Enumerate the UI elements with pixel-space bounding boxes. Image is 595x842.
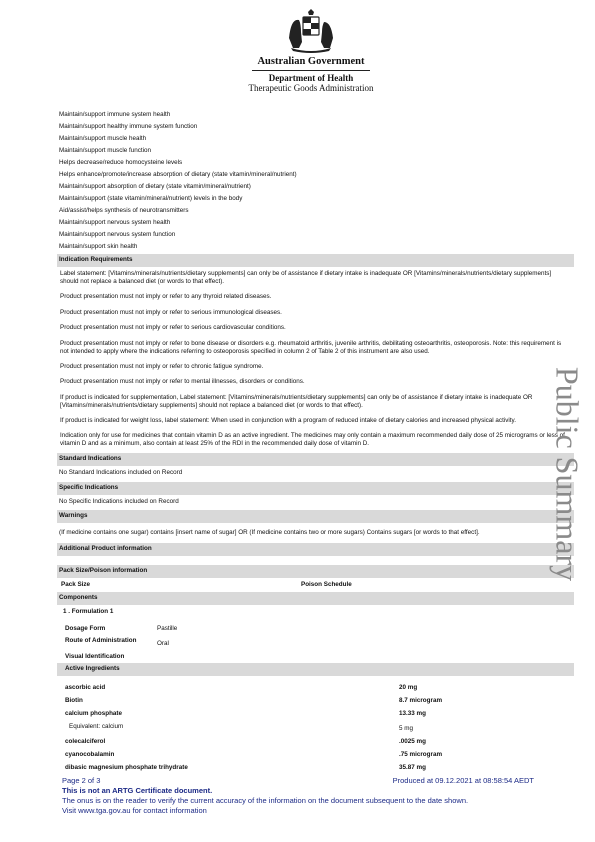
requirement-item: Indication only for use for medicines that contain vitamin D as an active ingredient. The medicines may only contain a maximum recommended daily dose of 25 micrograms or less of vitamin D and as a minimum, also contain at least 25% of the RDI in the recommended daily dose of vitamin D. [60, 432, 565, 448]
requirement-item: If product is indicated for weight loss, label statement: When used in conjunction with a program of reduced intake of dietary calories and increased physical activity. [60, 416, 516, 424]
poison-schedule-label: Poison Schedule [301, 580, 352, 588]
pack-size-label: Pack Size [61, 580, 91, 588]
ingredient-name: Biotin [65, 696, 83, 704]
claim-item: Maintain/support immune system health [59, 111, 171, 118]
public-summary-watermark [547, 336, 587, 612]
claim-item: Helps enhance/promote/increase absorption of dietary (state vitamin/mineral/nutrient) [59, 171, 297, 178]
standard-indications-text: No Standard Indications included on Record [59, 469, 183, 477]
requirement-item: Product presentation must not imply or refer to serious immunological diseases. [60, 308, 282, 316]
ingredient-equivalent-amount: 5 mg [399, 724, 413, 732]
visual-identification-label: Visual Identification [65, 652, 125, 660]
requirement-item: Product presentation must not imply or refer to mental illnesses, disorders or conditions. [60, 378, 305, 386]
ingredient-equivalent-name: Equivalent: calcium [69, 722, 124, 730]
document-body [57, 110, 574, 775]
specific-indications-text: No Specific Indications included on Record [59, 497, 179, 505]
ingredient-amount: .75 microgram [399, 750, 443, 758]
requirement-item: Product presentation must not imply or refer to any thyroid related diseases. [60, 293, 272, 301]
claim-item: Maintain/support nervous system function [59, 231, 176, 238]
route-label: Route of Administration [65, 637, 137, 645]
route-row [57, 635, 574, 650]
visual-identification-row [57, 651, 574, 663]
agency-name: Therapeutic Goods Administration [248, 83, 374, 93]
claim-item: Maintain/support muscle function [59, 147, 152, 154]
coat-of-arms-icon [283, 8, 339, 54]
active-ingredients-heading: Active Ingredients [57, 663, 574, 676]
claim-item: Aid/assist/helps synthesis of neurotransmitters [59, 207, 189, 214]
dosage-form-label: Dosage Form [65, 625, 106, 633]
ingredient-amount: 35.87 mg [399, 763, 426, 771]
ingredient-name: cyanocobalamin [65, 750, 115, 758]
spacer [57, 556, 574, 565]
ingredient-name: dibasic magnesium phosphate trihydrate [65, 763, 188, 771]
pack-info-columns [57, 578, 574, 592]
route-value: Oral [157, 640, 169, 648]
requirement-item: Label statement: [Vitamins/minerals/nutrients/dietary supplements] can only be of assistance if dietary intake is inadequate OR [Vitamins/minerals/nutrients/dietary supplements] should not replace a balanced diet (or words to that effect). [60, 270, 552, 286]
ingredient-row [57, 736, 574, 749]
requirement-item: Product presentation must not imply or refer to bone disease or disorders e.g. rheumatoid arthritis, juvenile arthritis, debilitating osteoarthritis, osteoporosis. Note: this requirement is not intended to apply where the indications referring to osteoporosis specified in column 2 of Table 2 of this instrument are also used. [60, 339, 562, 356]
onus-notice: The onus is on the reader to verify the current accuracy of the information on the document subsequent to the date shown. [62, 796, 469, 806]
requirement-item: If product is indicated for supplementation, Label statement: [Vitamins/minerals/nutrients/dietary supplements] can only be of assistance if dietary intake is inadequate OR [Vitamins/minerals/nutrients/dietary supplements] should not replace a balanced diet (or words to that effect). [60, 393, 533, 409]
warnings-text: (If medicine contains one sugar) contains [insert name of sugar] OR (If medicine contains two or more sugars) Contains sugars [or words to that effect]. [59, 528, 480, 536]
government-name: Australian Government [257, 56, 365, 67]
department-name: Department of Health [268, 73, 354, 83]
claim-item: Maintain/support nervous system health [59, 219, 171, 226]
footer-meta-row [62, 776, 534, 786]
indication-requirements-heading: Indication Requirements [57, 254, 574, 267]
page-number: Page 2 of 3 [62, 776, 101, 785]
ingredient-row [57, 762, 574, 775]
ingredient-row [57, 682, 574, 695]
ingredient-name: calcium phosphate [65, 709, 123, 717]
document-header [236, 8, 386, 93]
ingredient-equivalent-row [57, 721, 574, 734]
claim-item: Helps decrease/reduce homocysteine levels [59, 159, 183, 166]
certificate-notice: This is not an ARTG Certificate document. [62, 786, 213, 796]
pack-info-heading: Pack Size/Poison information [57, 565, 574, 578]
dosage-form-row [57, 623, 574, 635]
specific-indications-heading: Specific Indications [57, 482, 574, 495]
claim-item: Maintain/support (state vitamin/mineral/nutrient) levels in the body [59, 195, 243, 202]
ingredient-amount: 8.7 microgram [399, 696, 443, 704]
components-heading: Components [57, 592, 574, 605]
claim-item: Maintain/support healthy immune system function [59, 123, 198, 130]
requirement-item: Product presentation must not imply or refer to serious cardiovascular conditions. [60, 323, 286, 331]
dosage-form-value: Pastille [157, 625, 178, 633]
header-divider [252, 70, 370, 71]
document-footer [62, 776, 534, 817]
claim-item: Maintain/support absorption of dietary (state vitamin/mineral/nutrient) [59, 183, 251, 190]
produced-timestamp: Produced at 09.12.2021 at 08:58:54 AEDT [392, 776, 534, 785]
standard-indications-heading: Standard Indications [57, 453, 574, 466]
claim-item: Maintain/support skin health [59, 243, 138, 250]
ingredient-row [57, 695, 574, 708]
ingredient-amount: 13.33 mg [399, 709, 426, 717]
additional-info-heading: Additional Product information [57, 543, 574, 556]
warnings-heading: Warnings [57, 510, 574, 523]
ingredient-amount: .0025 mg [399, 737, 426, 745]
ingredient-name: colecalciferol [65, 737, 106, 745]
ingredient-name: ascorbic acid [65, 683, 106, 691]
ingredient-row [57, 708, 574, 721]
contact-notice: Visit www.tga.gov.au for contact information [62, 806, 207, 816]
claims-list [57, 110, 574, 254]
claim-item: Maintain/support muscle health [59, 135, 147, 142]
ingredient-row [57, 749, 574, 762]
requirement-item: Product presentation must not imply or refer to chronic fatigue syndrome. [60, 363, 264, 371]
ingredient-amount: 20 mg [399, 683, 418, 691]
watermark-text: Public Summary [549, 366, 586, 582]
formulation-title: 1 . Formulation 1 [63, 608, 114, 616]
